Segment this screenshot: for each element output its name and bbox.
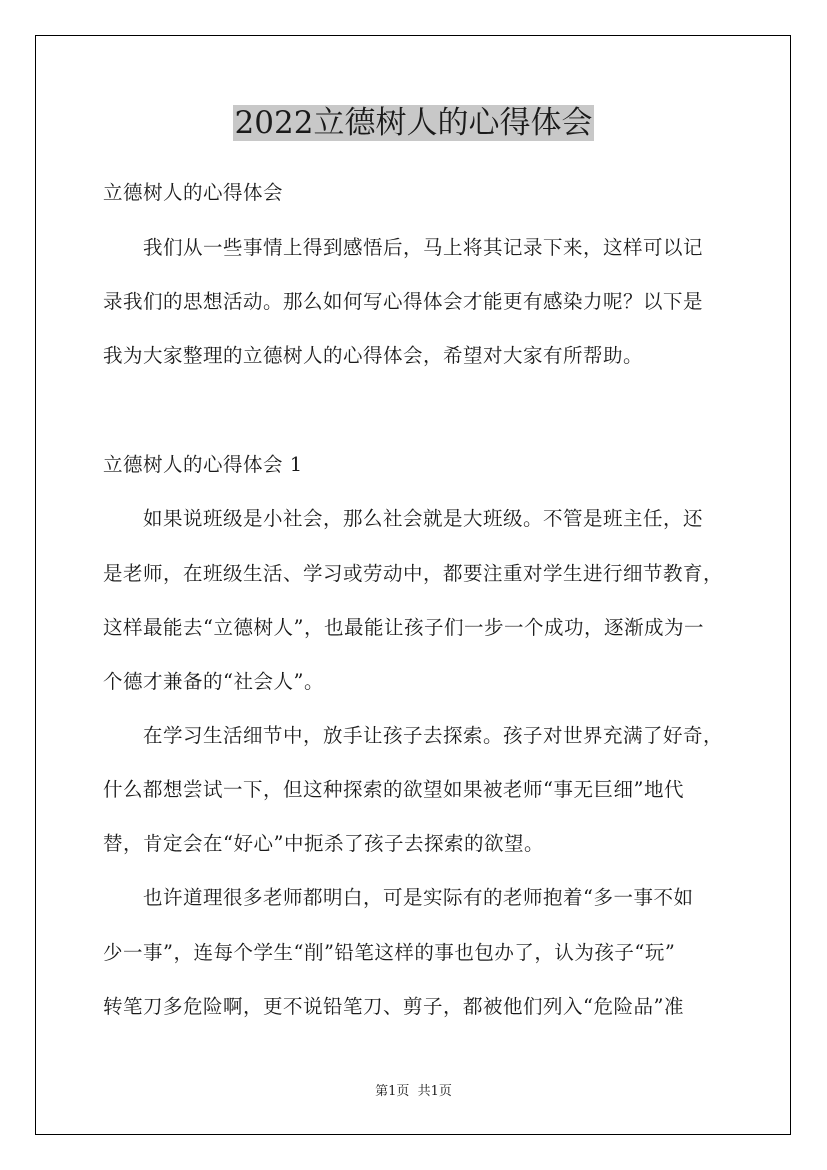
intro-line-3: 我为大家整理的立德树人的心得体会，希望对大家有所帮助。 — [103, 344, 644, 367]
document-title-text: 2022立德树人的心得体会 — [234, 105, 593, 141]
intro-line-2: 录我们的思想活动。那么如何写心得体会才能更有感染力呢？以下是 — [103, 290, 704, 313]
section-heading: 立德树人的心得体会 1 — [103, 453, 303, 476]
paragraph1-line-3: 这样最能去“立德树人”，也最能让孩子们一步一个成功，逐渐成为一 — [103, 616, 704, 639]
paragraph1-line-1: 如果说班级是小社会，那么社会就是大班级。不管是班主任，还 — [143, 507, 704, 530]
paragraph2-line-1: 在学习生活细节中，放手让孩子去探索。孩子对世界充满了好奇， — [143, 724, 724, 747]
intro-line-1: 我们从一些事情上得到感悟后，马上将其记录下来，这样可以记 — [143, 236, 704, 259]
paragraph2-line-3: 替，肯定会在“好心”中扼杀了孩子去探索的欲望。 — [103, 832, 544, 855]
document-subtitle: 立德树人的心得体会 — [103, 181, 284, 204]
paragraph1-line-4: 个德才兼备的“社会人”。 — [103, 670, 324, 693]
paragraph3-line-1: 也许道理很多老师都明白，可是实际有的老师抱着“多一事不如 — [143, 886, 694, 909]
document-title — [0, 101, 827, 145]
paragraph2-line-2: 什么都想尝试一下，但这种探索的欲望如果被老师“事无巨细”地代 — [103, 778, 684, 801]
paragraph3-line-3: 转笔刀多危险啊，更不说铅笔刀、剪子，都被他们列入“危险品”准 — [103, 995, 684, 1018]
paragraph1-line-2: 是老师，在班级生活、学习或劳动中，都要注重对学生进行细节教育， — [103, 562, 724, 585]
page-footer: 第1页 共1页 — [375, 1084, 452, 1099]
paragraph3-line-2: 少一事”，连每个学生“削”铅笔这样的事也包办了，认为孩子“玩” — [103, 941, 676, 964]
